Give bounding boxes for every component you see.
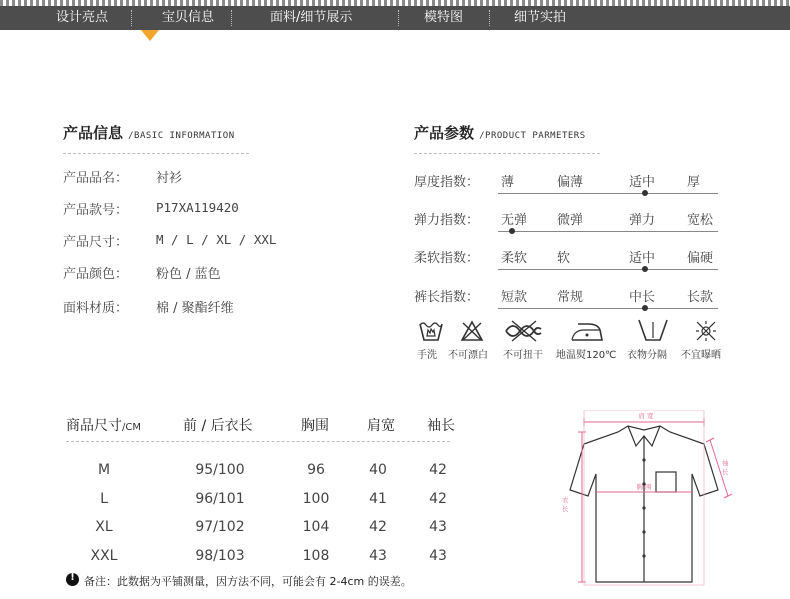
size-cell-length: 95/100 <box>195 462 245 478</box>
param-indicator-dot <box>509 228 515 234</box>
care-label-separate: 衣物分隔 <box>627 350 667 361</box>
param-option: 弹力 <box>629 213 656 228</box>
size-cell-size: L <box>100 491 108 507</box>
active-tab-pointer-icon <box>141 30 159 41</box>
size-cell-chest: 104 <box>302 519 330 535</box>
label-sleeve-1: 袖 <box>722 459 729 467</box>
tab-design-highlights[interactable]: 设计亮点 <box>56 10 109 25</box>
nav-bar <box>0 6 790 30</box>
info-label-color: 产品颜色： <box>63 267 129 282</box>
size-table-heading <box>66 415 141 435</box>
param-option: 宽松 <box>687 213 714 228</box>
param-option: 软 <box>557 251 571 266</box>
size-cell-size: M <box>97 462 111 478</box>
low-iron-icon <box>570 320 604 342</box>
param-option: 常规 <box>557 290 584 305</box>
care-label-low-iron: 地温熨120℃ <box>556 350 617 361</box>
size-cell-size: XXL <box>90 548 118 564</box>
info-value-style-no: P17XA119420 <box>156 200 239 215</box>
size-table-title: 商品尺寸 <box>66 418 122 434</box>
param-indicator-dot <box>642 305 648 311</box>
info-label-name: 产品品名： <box>63 171 129 186</box>
tab-fabric-details[interactable]: 面料/细节展示 <box>270 10 353 25</box>
care-label-hand-wash: 手洗 <box>417 350 437 361</box>
param-label: 弹力指数： <box>414 213 480 228</box>
param-option: 适中 <box>629 175 656 190</box>
size-cell-shoulder: 40 <box>369 462 387 478</box>
param-option: 中长 <box>629 290 656 305</box>
shirt-outline <box>570 426 718 582</box>
param-indicator-dot <box>642 190 648 196</box>
warning-icon: ! <box>66 573 79 586</box>
nav-separator <box>398 10 399 26</box>
size-cell-shoulder: 41 <box>369 491 387 507</box>
info-label-material: 面料材质： <box>63 301 129 316</box>
measure-lines <box>578 410 732 585</box>
nav-separator <box>231 10 232 26</box>
size-cell-length: 96/101 <box>195 491 245 507</box>
label-shoulder: 肩 宽 <box>638 412 654 420</box>
no-bleach-icon <box>460 320 484 342</box>
info-value-size: M / L / XL / XXL <box>156 232 277 247</box>
divider <box>414 153 600 154</box>
param-label: 厚度指数： <box>414 175 480 190</box>
param-scale-line <box>498 231 718 232</box>
measurement-note: 备注：此数据为平铺测量，因方法不同，可能会有 2-4cm 的误差。 <box>84 575 412 588</box>
params-subtitle: /PRODUCT PARMETERS <box>479 131 586 141</box>
size-cell-chest: 100 <box>302 491 330 507</box>
info-value-color: 粉色 / 蓝色 <box>156 267 221 282</box>
label-chest: 胸 围 <box>636 483 652 491</box>
size-cell-length: 98/103 <box>195 548 245 564</box>
label-sleeve-2: 长 <box>722 468 729 476</box>
size-cell-shoulder: 43 <box>369 548 387 564</box>
hand-wash-icon <box>419 320 443 342</box>
no-sun-dry-icon <box>695 320 717 342</box>
param-option: 偏硬 <box>687 251 714 266</box>
size-cell-sleeve: 43 <box>429 519 447 535</box>
param-scale-line <box>498 193 718 194</box>
size-cell-sleeve: 42 <box>429 462 447 478</box>
nav-separator <box>131 10 132 26</box>
param-label: 裤长指数： <box>414 290 480 305</box>
tab-model-photos[interactable]: 模特图 <box>424 10 464 25</box>
params-heading <box>414 122 586 143</box>
tab-product-info[interactable]: 宝贝信息 <box>162 10 215 25</box>
label-length <box>562 495 569 513</box>
basic-info-subtitle: /BASIC INFORMATION <box>128 131 235 141</box>
param-option: 长款 <box>687 290 714 305</box>
care-label-no-bleach: 不可漂白 <box>448 350 488 361</box>
param-option: 适中 <box>629 251 656 266</box>
care-label-no-sun: 不宜曝晒 <box>681 350 721 361</box>
info-value-material: 棉 / 聚酯纤维 <box>156 301 234 316</box>
col-header-length: 前 / 后衣长 <box>183 418 253 434</box>
care-label-no-wring: 不可扭干 <box>503 350 543 361</box>
separate-wash-icon <box>637 318 669 342</box>
param-label: 柔软指数： <box>414 251 480 266</box>
info-label-style-no: 产品款号： <box>63 203 129 218</box>
no-wring-icon <box>503 320 545 342</box>
param-option: 厚 <box>687 175 701 190</box>
size-cell-shoulder: 42 <box>369 519 387 535</box>
basic-info-heading <box>63 122 235 143</box>
param-option: 薄 <box>501 175 515 190</box>
params-title: 产品参数 <box>414 124 475 142</box>
param-option: 偏薄 <box>557 175 584 190</box>
label-length-2: 长 <box>562 505 569 513</box>
info-label-size: 产品尺寸： <box>63 235 129 250</box>
info-value-name: 衬衫 <box>156 171 183 186</box>
param-option: 微弹 <box>557 213 584 228</box>
size-cell-sleeve: 42 <box>429 491 447 507</box>
param-option: 短款 <box>501 290 528 305</box>
param-indicator-dot <box>642 266 648 272</box>
size-cell-chest: 108 <box>302 548 330 564</box>
col-header-sleeve: 袖长 <box>427 418 455 434</box>
size-table-unit: /CM <box>122 422 141 433</box>
size-cell-length: 97/102 <box>195 519 245 535</box>
shirt-measurement-diagram <box>560 410 740 590</box>
label-length-1: 衣 <box>562 496 569 504</box>
size-cell-size: XL <box>95 519 113 535</box>
col-header-chest: 胸围 <box>301 418 329 434</box>
basic-info-title: 产品信息 <box>63 124 124 142</box>
param-option: 柔软 <box>501 251 528 266</box>
param-scale-line <box>498 269 718 270</box>
col-header-shoulder: 肩宽 <box>367 418 395 434</box>
divider <box>66 441 450 442</box>
param-scale-line <box>498 308 718 309</box>
label-sleeve <box>722 458 729 476</box>
tab-detail-shots[interactable]: 细节实拍 <box>514 10 567 25</box>
nav-separator <box>489 10 490 26</box>
divider <box>63 153 249 154</box>
size-cell-chest: 96 <box>307 462 325 478</box>
size-cell-sleeve: 43 <box>429 548 447 564</box>
param-option: 无弹 <box>501 213 528 228</box>
